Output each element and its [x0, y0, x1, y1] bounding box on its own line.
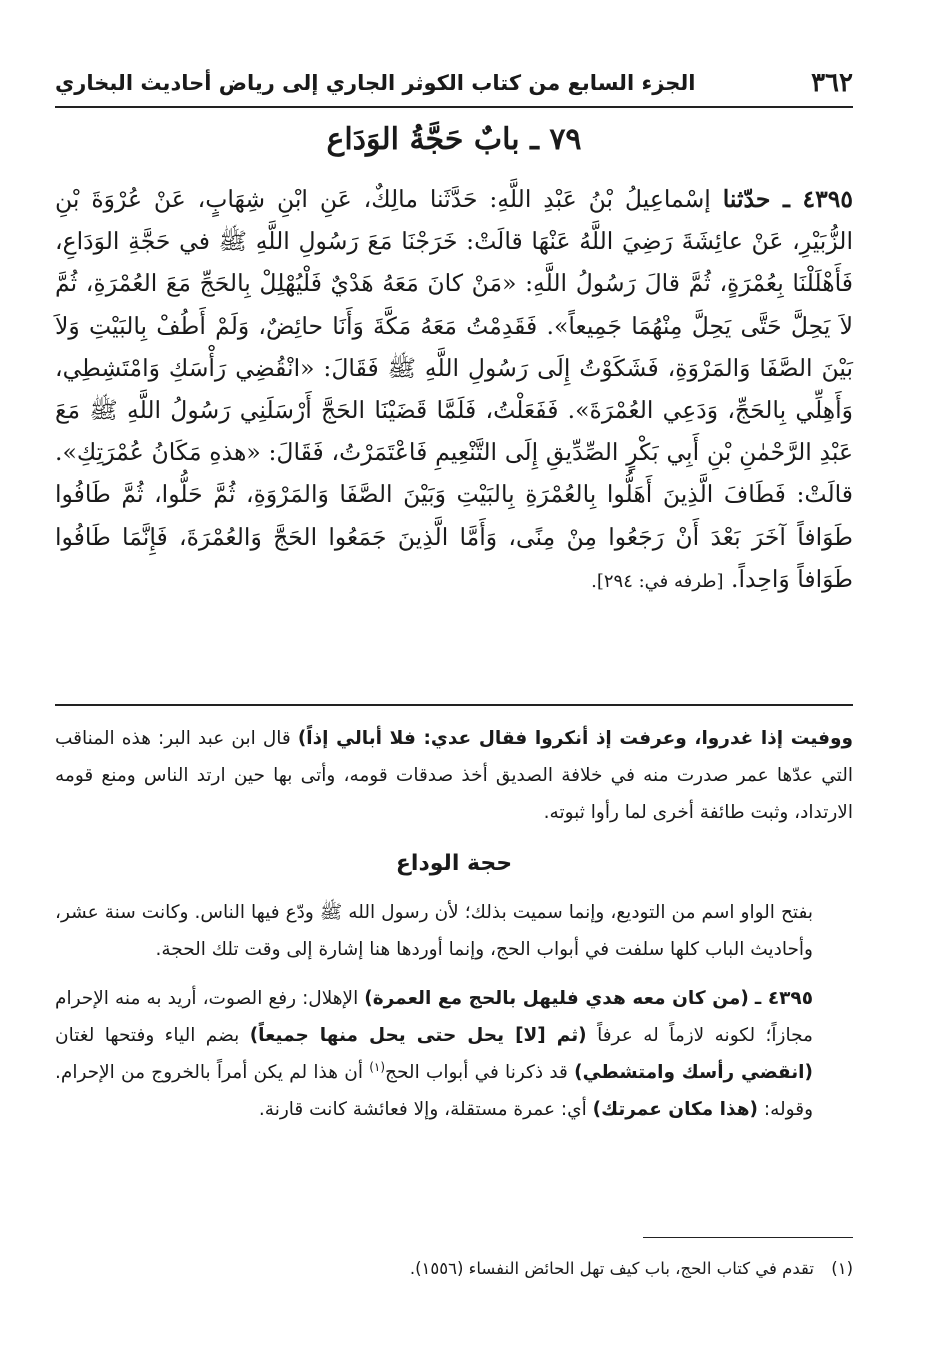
hadith-body: إسْماعِيلُ بْنُ عَبْدِ اللَّهِ: حَدَّثَنا مالِكٌ، عَنِ ابْنِ شِهَابٍ، عَنْ عُرْوَةَ بْنِ الزُّبَيْرِ، عَنْ عائِشَةَ رَضِيَ اللَّهُ عَنْهَا قالَتْ: خَرَجْنَا مَعَ رَسُولِ اللَّهِ ﷺ في حَجَّةِ الوَدَاعِ، فَأَهْلَلْنَا بِعُمْرَةٍ، ثُمَّ قالَ رَسُولُ اللَّهِ: «مَنْ كانَ مَعَهُ هَدْيٌ فَلْيُهْلِلْ بِالحَجِّ مَعَ العُمْرَةِ، ثُمَّ لاَ يَحِلَّ حَتَّى يَحِلَّ مِنْهُمَا جَمِيعاً». فَقَدِمْتُ مَعَهُ مَكَّةَ وَأَنَا حائِضٌ، وَلَمْ أَطُفْ بِالبَيْتِ وَلاَ بَيْنَ الصَّفَا وَالمَرْوَةِ، فَشَكَوْتُ إِلَى رَسُولِ اللَّهِ ﷺ فَقَالَ: «انْقُضِي رَأْسَكِ وَامْتَشِطِي، وَأَهِلِّي بِالحَجِّ، وَدَعِي العُمْرَةَ». فَفَعَلْتُ، فَلَمَّا قَضَيْنَا الحَجَّ أَرْسَلَنِي رَسُولُ اللَّهِ ﷺ مَعَ عَبْدِ الرَّحْمٰنِ بْنِ أَبِي بَكْرٍ الصِّدِّيقِ إِلَى التَّنْعِيمِ فَاعْتَمَرْتُ، فَقَالَ: «هذهِ مَكَانُ عُمْرَتِكِ». قالَتْ: فَطَافَ الَّذِينَ أَهَلُّوا بِالعُمْرَةِ بِالبَيْتِ وَبَيْنَ الصَّفَا وَالمَرْوَةِ، ثُمَّ حَلُّوا، ثُمَّ طَافُوا طَوَافاً آخَرَ بَعْدَ أَنْ رَجَعُوا مِنْ مِنًى، وَأَمَّا الَّذِينَ جَمَعُوا الحَجَّ وَالعُمْرَةَ، فَإِنَّمَا طَافُوا طَوَافاً وَاحِداً.: [55, 185, 853, 593]
chapter-heading: ٧٩ ـ بابٌ حَجَّةُ الوَدَاع: [326, 122, 582, 157]
commentary-quote: (هذا مكان عمرتك): [592, 1099, 758, 1120]
commentary-paragraph: بفتح الواو اسم من التوديع، وإنما سميت بذلك؛ لأن رسول الله ﷺ ودّع فيها الناس. وكانت سنة عشر، وأحاديث الباب كلها سلفت في أبواب الحج، وإنما أوردها هنا إشارة إلى وقت تلك الحجة.: [55, 902, 813, 960]
commentary-paragraph: [55, 980, 853, 1128]
section-divider: [55, 704, 853, 706]
commentary-text: بضم الياء وفتحها لغتان: [55, 1025, 240, 1046]
commentary-text: قال ابن عبد البر: هذه المناقب التي عدّها عمر صدرت منه في خلافة الصديق أخذ صدقات قومه، وأتى بها حين ارتد الناس ومنع قومه الارتداد، وثبت طائفة أخرى لما رأوا ثبوته.: [55, 728, 853, 823]
commentary-text: أن هذا لم يكن أمراً بالخروج من الإحرام. وقوله:: [55, 1062, 813, 1120]
footnote-reference: (١): [369, 1059, 386, 1074]
commentary-quote: ووفيت إذا غدروا، وعرفت إذ أنكروا فقال عدي: فلا أبالي إذاً): [297, 728, 853, 749]
hadith-text-block: [55, 178, 853, 603]
commentary-text: أي: عمرة مستقلة، وإلا فعائشة كانت قارنة.: [258, 1099, 587, 1120]
commentary-text: قد ذكرنا في أبواب الحج: [385, 1062, 568, 1083]
page-header: [55, 60, 853, 108]
commentary-block: [55, 720, 853, 1128]
commentary-paragraph: [55, 720, 853, 831]
commentary-text: الإهلال: رفع الصوت، أريد به منه الإحرام مجازاً؛ لكونه لازماً له عرفاً: [55, 988, 813, 1046]
running-title: الجزء السابع من كتاب الكوثر الجاري إلى رياض أحاديث البخاري: [55, 71, 696, 95]
commentary-quote: (ثم [لا] يحل حتى يحل منها جميعاً): [249, 1025, 587, 1046]
footnote-divider: [643, 1237, 853, 1238]
footnote: [55, 1256, 853, 1282]
commentary-quote: (من كان معه هدي فليهل بالحج مع العمرة): [364, 988, 749, 1009]
page-number: ٣٦٢: [811, 68, 853, 98]
footnote-number: (١): [831, 1259, 853, 1278]
hadith-number-lead: ٤٣٩٥ ـ حدّثنا: [722, 185, 853, 213]
commentary-section-heading: حجة الوداع: [395, 851, 513, 876]
footnote-text: تقدم في كتاب الحج، باب كيف تهل الحائض النفساء (١٥٥٦).: [409, 1259, 814, 1278]
hadith-reference: [طرفه في: ٢٩٤].: [591, 570, 724, 592]
hadith-number-ref: ٤٣٩٥ ـ: [754, 988, 814, 1009]
commentary-quote: (انقضي رأسك وامتشطي): [574, 1062, 813, 1083]
